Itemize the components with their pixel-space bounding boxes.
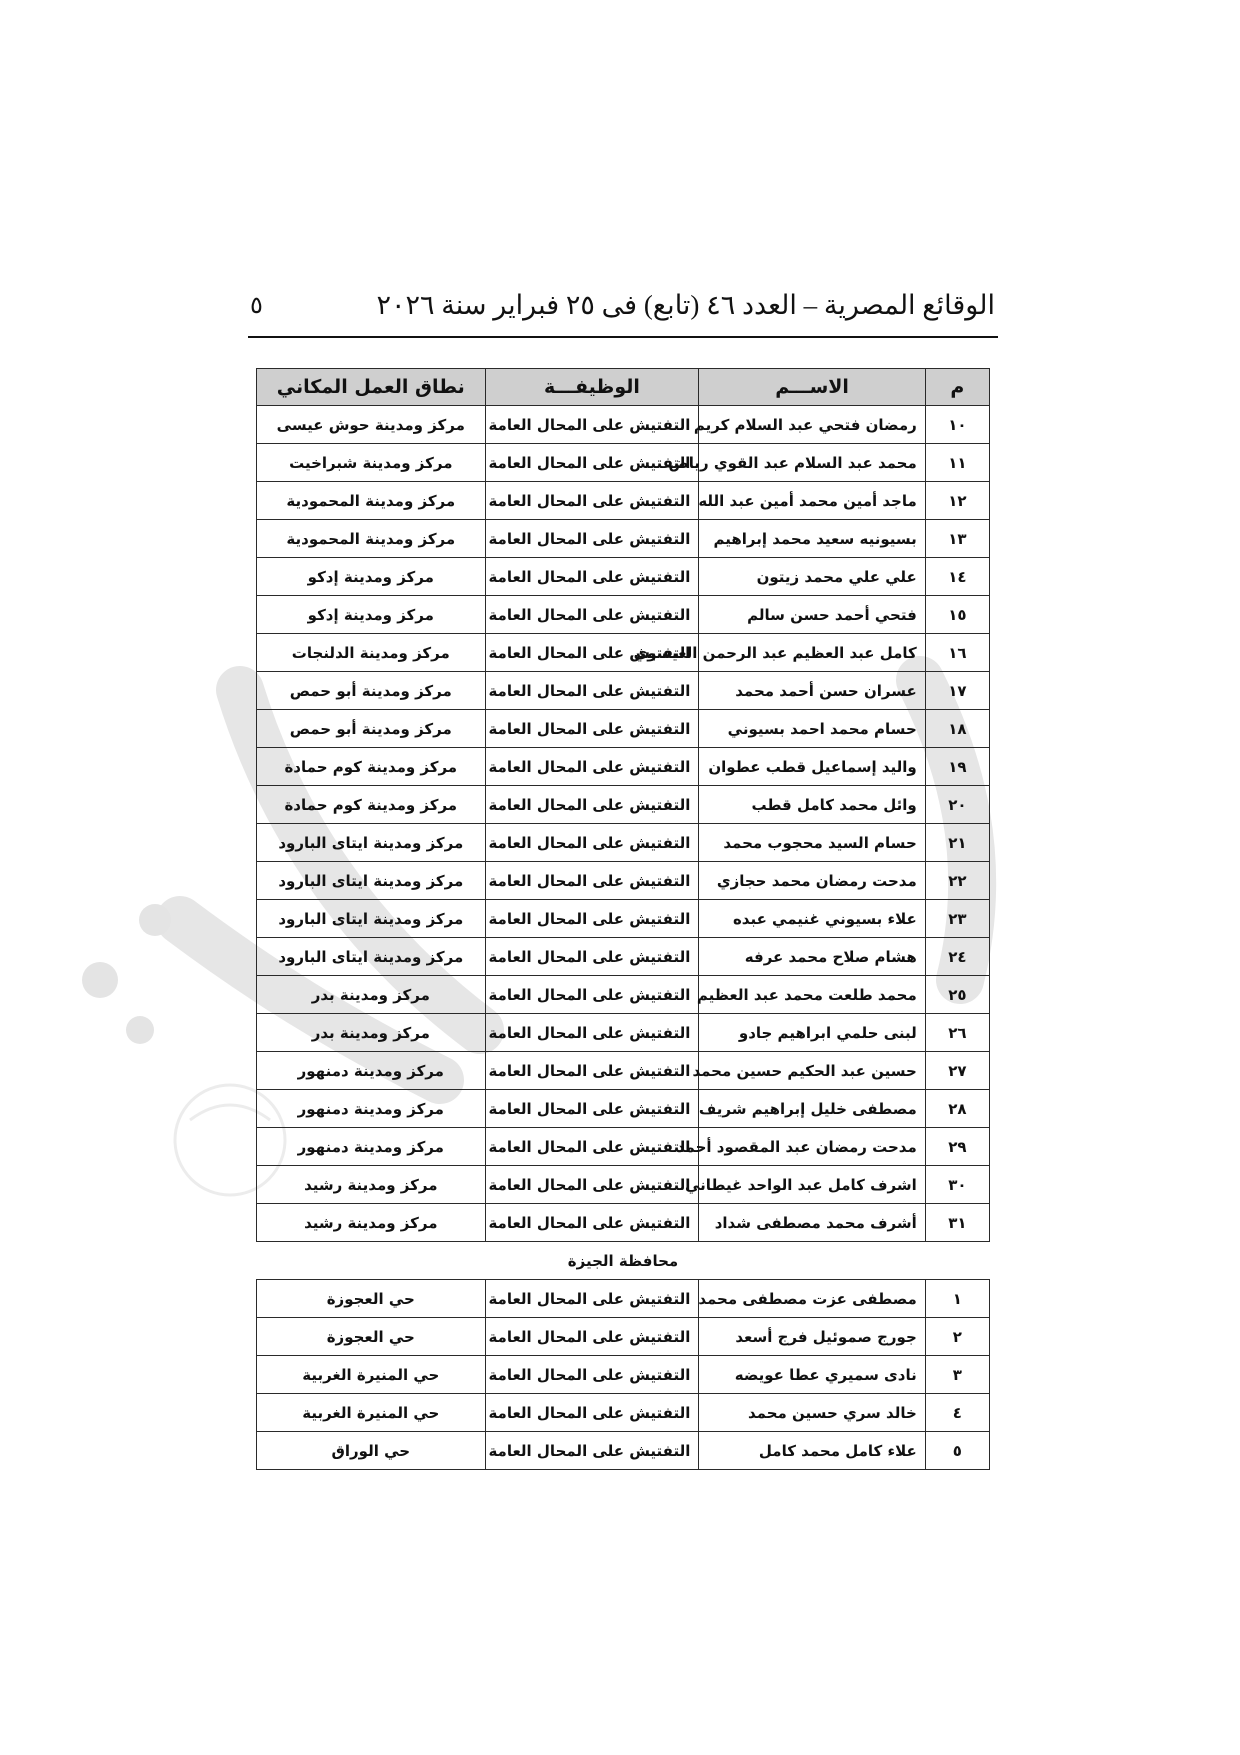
cell-name: ماجد أمين محمد أمين عبد الله (699, 482, 925, 520)
cell-name: رمضان فتحي عبد السلام كريم (699, 406, 925, 444)
cell-name: فتحي أحمد حسن سالم (699, 596, 925, 634)
cell-name: علي علي محمد زيتون (699, 558, 925, 596)
cell-area: مركز ومدينة ايتاى البارود (257, 938, 486, 976)
col-header-number: م (925, 369, 989, 406)
cell-job: التفتيش على المحال العامة (485, 1356, 699, 1394)
table-row (257, 1204, 990, 1242)
cell-job: التفتيش على المحال العامة (485, 786, 699, 824)
cell-job: التفتيش على المحال العامة (485, 1014, 699, 1052)
cell-number: ١١ (925, 444, 989, 482)
cell-area: مركز ومدينة المحمودية (257, 520, 486, 558)
cell-job: التفتيش على المحال العامة (485, 1432, 699, 1470)
cell-name: علاء بسيوني غنيمي عبده (699, 900, 925, 938)
cell-job: التفتيش على المحال العامة (485, 748, 699, 786)
cell-name: خالد سري حسين محمد (699, 1394, 925, 1432)
table-row (257, 900, 990, 938)
cell-area: مركز ومدينة بدر (257, 976, 486, 1014)
table-row (257, 1394, 990, 1432)
table-header-row (257, 369, 990, 406)
cell-number: ٣١ (925, 1204, 989, 1242)
cell-name: مدحت رمضان عبد المقصود أحمد (699, 1128, 925, 1166)
cell-job: التفتيش على المحال العامة (485, 406, 699, 444)
cell-area: مركز ومدينة دمنهور (257, 1052, 486, 1090)
cell-area: مركز ومدينة المحمودية (257, 482, 486, 520)
table-row (257, 976, 990, 1014)
cell-name: مدحت رمضان محمد حجازي (699, 862, 925, 900)
table-row (257, 710, 990, 748)
cell-job: التفتيش على المحال العامة (485, 1318, 699, 1356)
table-row (257, 520, 990, 558)
cell-number: ٥ (925, 1432, 989, 1470)
cell-number: ٢٤ (925, 938, 989, 976)
cell-area: مركز ومدينة بدر (257, 1014, 486, 1052)
cell-name: كامل عبد العظيم عبد الرحمن العيسوي (699, 634, 925, 672)
cell-name: حسام السيد محجوب محمد (699, 824, 925, 862)
cell-job: التفتيش على المحال العامة (485, 482, 699, 520)
cell-number: ٢٨ (925, 1090, 989, 1128)
gazette-title: الوقائع المصرية – العدد ٤٦ (تابع) فى ٢٥ فبراير سنة ٢٠٢٦ (376, 289, 995, 320)
cell-area: مركز ومدينة رشيد (257, 1166, 486, 1204)
cell-number: ١٨ (925, 710, 989, 748)
cell-number: ٢٩ (925, 1128, 989, 1166)
cell-name: حسين عبد الحكيم حسين محمد (699, 1052, 925, 1090)
cell-number: ٢٣ (925, 900, 989, 938)
table-row (257, 1318, 990, 1356)
personnel-table (256, 368, 990, 1470)
cell-job: التفتيش على المحال العامة (485, 824, 699, 862)
cell-job: التفتيش على المحال العامة (485, 938, 699, 976)
cell-area: مركز ومدينة حوش عيسى (257, 406, 486, 444)
table-row (257, 482, 990, 520)
table-body (257, 406, 990, 1470)
table-row (257, 672, 990, 710)
table-row (257, 1432, 990, 1470)
cell-job: التفتيش على المحال العامة (485, 1128, 699, 1166)
col-header-name: الاســـم (699, 369, 925, 406)
cell-number: ١٩ (925, 748, 989, 786)
cell-number: ١٣ (925, 520, 989, 558)
cell-job: التفتيش على المحال العامة (485, 520, 699, 558)
table-row (257, 1090, 990, 1128)
cell-area: مركز ومدينة إدكو (257, 596, 486, 634)
cell-job: التفتيش على المحال العامة (485, 634, 699, 672)
cell-number: ١٧ (925, 672, 989, 710)
cell-number: ٢ (925, 1318, 989, 1356)
cell-name: علاء كامل محمد كامل (699, 1432, 925, 1470)
col-header-job: الوظيفـــة (485, 369, 699, 406)
header-rule (248, 336, 998, 338)
cell-number: ٢٧ (925, 1052, 989, 1090)
cell-name: لبنى حلمي ابراهيم جادو (699, 1014, 925, 1052)
table-row (257, 406, 990, 444)
cell-area: مركز ومدينة شبراخيت (257, 444, 486, 482)
table-row (257, 1166, 990, 1204)
cell-area: مركز ومدينة ايتاى البارود (257, 824, 486, 862)
cell-number: ١٢ (925, 482, 989, 520)
cell-number: ١ (925, 1280, 989, 1318)
section-title: محافظة الجيزة (257, 1242, 990, 1280)
cell-area: حي المنيرة الغربية (257, 1356, 486, 1394)
cell-area: مركز ومدينة إدكو (257, 558, 486, 596)
cell-number: ٢٦ (925, 1014, 989, 1052)
cell-job: التفتيش على المحال العامة (485, 1052, 699, 1090)
cell-name: نادى سميري عطا عويضه (699, 1356, 925, 1394)
cell-number: ٢٢ (925, 862, 989, 900)
cell-name: واليد إسماعيل قطب عطوان (699, 748, 925, 786)
cell-name: مصطفى خليل إبراهيم شريف (699, 1090, 925, 1128)
cell-job: التفتيش على المحال العامة (485, 710, 699, 748)
section-row (257, 1242, 990, 1280)
cell-job: التفتيش على المحال العامة (485, 558, 699, 596)
cell-number: ٢٥ (925, 976, 989, 1014)
cell-area: حي العجوزة (257, 1280, 486, 1318)
cell-name: جورج صموئيل فرج أسعد (699, 1318, 925, 1356)
cell-job: التفتيش على المحال العامة (485, 444, 699, 482)
table-row (257, 1280, 990, 1318)
table-row (257, 596, 990, 634)
cell-name: هشام صلاح محمد عرفه (699, 938, 925, 976)
table-row (257, 748, 990, 786)
cell-area: مركز ومدينة أبو حمص (257, 710, 486, 748)
cell-job: التفتيش على المحال العامة (485, 596, 699, 634)
table-row (257, 862, 990, 900)
cell-name: أشرف محمد مصطفى شداد (699, 1204, 925, 1242)
cell-number: ٣ (925, 1356, 989, 1394)
cell-job: التفتيش على المحال العامة (485, 1280, 699, 1318)
cell-area: مركز ومدينة دمنهور (257, 1128, 486, 1166)
cell-job: التفتيش على المحال العامة (485, 976, 699, 1014)
cell-area: مركز ومدينة الدلنجات (257, 634, 486, 672)
page-header (250, 285, 995, 325)
cell-job: التفتيش على المحال العامة (485, 1394, 699, 1432)
table-row (257, 558, 990, 596)
table-row (257, 1052, 990, 1090)
cell-number: ١٠ (925, 406, 989, 444)
cell-area: مركز ومدينة ايتاى البارود (257, 862, 486, 900)
cell-number: ٢٠ (925, 786, 989, 824)
cell-number: ٤ (925, 1394, 989, 1432)
cell-area: حي العجوزة (257, 1318, 486, 1356)
table-row (257, 786, 990, 824)
cell-name: عسران حسن أحمد محمد (699, 672, 925, 710)
cell-name: مصطفى عزت مصطفى محمد (699, 1280, 925, 1318)
cell-area: مركز ومدينة رشيد (257, 1204, 486, 1242)
cell-job: التفتيش على المحال العامة (485, 1204, 699, 1242)
page-number: ٥ (250, 292, 263, 319)
cell-name: اشرف كامل عبد الواحد غيطاني (699, 1166, 925, 1204)
cell-number: ١٤ (925, 558, 989, 596)
table-row (257, 1014, 990, 1052)
table-row (257, 634, 990, 672)
cell-area: مركز ومدينة كوم حمادة (257, 786, 486, 824)
cell-number: ١٥ (925, 596, 989, 634)
cell-area: مركز ومدينة أبو حمص (257, 672, 486, 710)
cell-area: حي المنيرة الغربية (257, 1394, 486, 1432)
cell-name: بسيونيه سعيد محمد إبراهيم (699, 520, 925, 558)
table-row (257, 1356, 990, 1394)
cell-area: مركز ومدينة ايتاى البارود (257, 900, 486, 938)
cell-number: ١٦ (925, 634, 989, 672)
cell-area: مركز ومدينة دمنهور (257, 1090, 486, 1128)
table-row (257, 824, 990, 862)
cell-number: ٣٠ (925, 1166, 989, 1204)
cell-name: حسام محمد احمد بسيوني (699, 710, 925, 748)
cell-name: وائل محمد كامل قطب (699, 786, 925, 824)
cell-job: التفتيش على المحال العامة (485, 672, 699, 710)
table-row (257, 444, 990, 482)
cell-job: التفتيش على المحال العامة (485, 1166, 699, 1204)
cell-name: محمد طلعت محمد عبد العظيم (699, 976, 925, 1014)
cell-name: محمد عبد السلام عبد القوي رياض (699, 444, 925, 482)
cell-area: حي الوراق (257, 1432, 486, 1470)
table-row (257, 1128, 990, 1166)
cell-job: التفتيش على المحال العامة (485, 1090, 699, 1128)
cell-area: مركز ومدينة كوم حمادة (257, 748, 486, 786)
cell-job: التفتيش على المحال العامة (485, 862, 699, 900)
col-header-area: نطاق العمل المكاني (257, 369, 486, 406)
cell-number: ٢١ (925, 824, 989, 862)
cell-job: التفتيش على المحال العامة (485, 900, 699, 938)
table-row (257, 938, 990, 976)
